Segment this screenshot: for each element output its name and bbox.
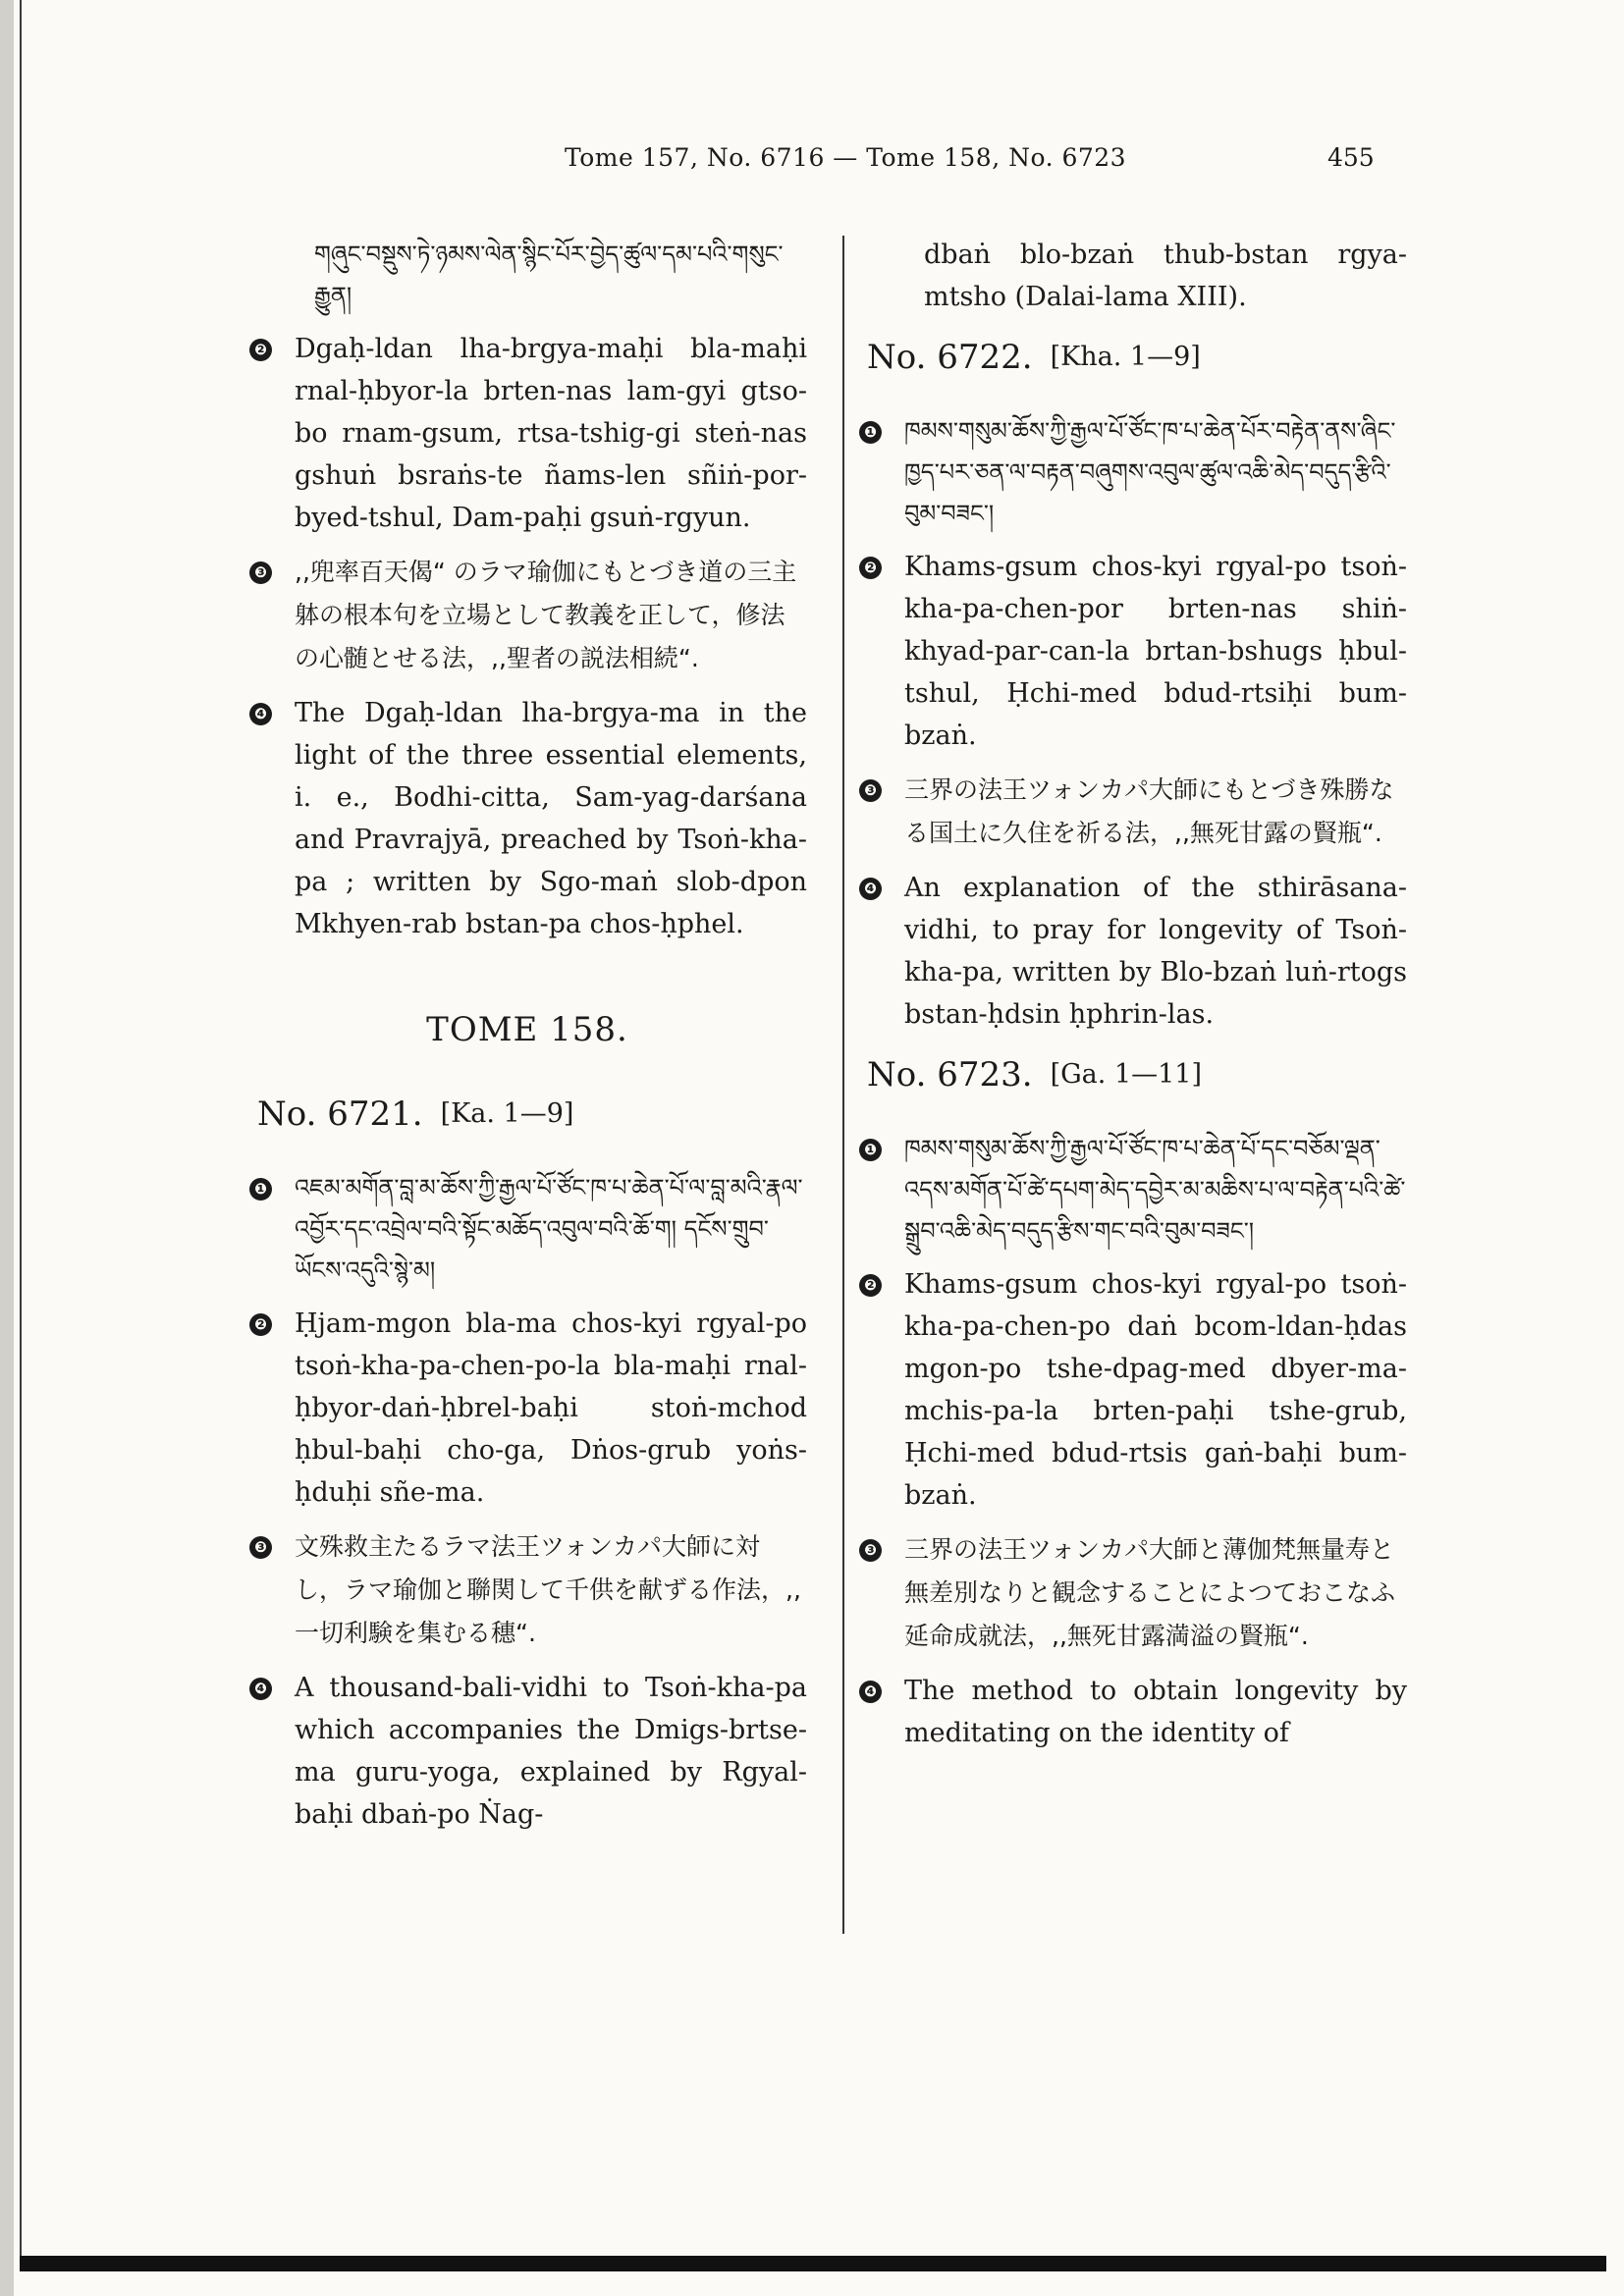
entry-range: [Ka. 1—9] [440,1098,574,1129]
book-binding-shadow [0,0,14,2296]
entry-6722-tibetan: ❶ ཁམས་གསུམ་ཆོས་ཀྱི་རྒྱལ་པོ་ཙོང་ཁ་པ་ཆེན་པོར་བརྟེན་ནས་ཞིང་ཁྱད་པར་ཅན་ལ་བརྟན་བཞུགས་འབུལ་ཚུལ་འཆི་མེད་བདུད་རྩིའི་བུམ་བཟང་། [857,410,1407,534]
continued-english-text: dbaṅ blo-bzaṅ thub-bstan rgya-mtsho (Dalai-lama XIII). [924,240,1407,312]
marker-1-icon: ❶ [859,421,882,444]
marker-2-icon: ❷ [249,339,272,361]
entry-6723-heading [867,1055,1407,1095]
continued-romanized-title: ❷ Dgaḥ-ldan lha-brgya-maḥi bla-maḥi rnal-ḥbyor-la brten-nas lam-gyi gtso-bo rnam-gsum, rtsa-tshig-gi steṅ-nas gshuṅ bsraṅs-te ñams-len sñiṅ-por-byed-tshul, Dam-paḥi gsuṅ-rgyun. [247,328,807,539]
marker-1-icon: ❶ [249,1178,272,1201]
binding-edge-line [20,0,22,2258]
marker-3-icon: ❸ [249,1536,272,1559]
entry-6722-heading [867,338,1407,377]
entry-6723-english: ❹ The method to obtain longevity by meditating on the identity of [857,1670,1407,1754]
column-divider [842,236,844,1934]
continued-japanese-title: ❸ ,,兜率百天偈“ のラマ瑜伽にもとづき道の三主躰の根本句を立場として教義を正して，修法の心髄とせる法，,,聖者の説法相続“. [247,551,807,680]
continued-tibetan-title: གཞུང་བསྡུས་ཏེ་ཉམས་ལེན་སྙིང་པོར་བྱེད་ཚུལ་དམ་པའི་གསུང་རྒྱུན། [314,240,784,309]
entry-6723-romanized: ❷ Khams-gsum chos-kyi rgyal-po tsoṅ-kha-pa-chen-po daṅ bcom-ldan-ḥdas mgon-po tshe-dpag-med dbyer-ma-mchis-pa-la brten-paḥi tshe-grub, Ḥchi-med bdud-rtsis gaṅ-baḥi bum-bzaṅ. [857,1263,1407,1517]
marker-1-icon: ❶ [859,1139,882,1161]
marker-3-icon: ❸ [859,779,882,802]
page-number: 455 [1327,143,1375,172]
tome-heading: TOME 158. [426,1010,628,1049]
marker-4-icon: ❹ [859,878,882,900]
marker-4-icon: ❹ [859,1681,882,1703]
entry-6722-romanized: ❷ Khams-gsum chos-kyi rgyal-po tsoṅ-kha-pa-chen-por brten-nas shiṅ-khyad-par-can-la brtan-bshugs ḥbul-tshul, Ḥchi-med bdud-rtsiḥi bum-bzaṅ. [857,546,1407,757]
entry-6721-japanese: ❸ 文殊救主たるラマ法王ツォンカパ大師に対し，ラマ瑜伽と聯関して千供を献ずる作法，,,一切利験を集むる穗“. [247,1525,807,1655]
continued-english-description: ❹ The Dgaḥ-ldan lha-brgya-ma in the light of the three essential elements, i. e., Bodhi-citta, Sam-yag-darśana and Pravrajyā, preached by Tsoṅ-kha-pa ; written by Sgo-maṅ slob-dpon Mkhyen-rab bstan-pa chos-ḥphel. [247,692,807,945]
marker-2-icon: ❷ [249,1313,272,1336]
entry-6721-english: ❹ A thousand-bali-vidhi to Tsoṅ-kha-pa which accompanies the Dmigs-brtse-ma guru-yoga, explained by Rgyal-baḥi dbaṅ-po Ṅag- [247,1667,807,1836]
entry-6721-heading [257,1095,807,1134]
entry-number: No. 6723. [867,1055,1033,1095]
marker-3-icon: ❸ [859,1539,882,1562]
entry-number: No. 6722. [867,338,1033,377]
entry-6722-japanese: ❸ 三界の法王ツォンカパ大師にもとづき殊勝なる国土に久住を祈る法，,,無死甘露の賢瓶“. [857,769,1407,855]
marker-4-icon: ❹ [249,1678,272,1700]
entry-6723-japanese: ❸ 三界の法王ツォンカパ大師と薄伽梵無量寿と無差別なりと観念することによつておこなふ延命成就法，,,無死甘露満溢の賢瓶“. [857,1528,1407,1658]
marker-2-icon: ❷ [859,557,882,579]
entry-6723-tibetan: ❶ ཁམས་གསུམ་ཆོས་ཀྱི་རྒྱལ་པོ་ཙོང་ཁ་པ་ཆེན་པོ་དང་བཅོམ་ལྡན་འདས་མགོན་པོ་ཚེ་དཔག་མེད་དབྱེར་མ་མཆིས་པ་ལ་བརྟེན་པའི་ཚེ་སྒྲུབ་འཆི་མེད་བདུད་རྩིས་གང་བའི་བུམ་བཟང་། [857,1128,1407,1252]
entry-6721-tibetan: ❶ འཇམ་མགོན་བླ་མ་ཆོས་ཀྱི་རྒྱལ་པོ་ཙོང་ཁ་པ་ཆེན་པོ་ལ་བླ་མའི་རྣལ་འབྱོར་དང་འབྲེལ་བའི་སྟོང་མཆོད་འབུལ་བའི་ཆོ་ག། དངོས་གྲུབ་ཡོངས་འདུའི་སྙེ་མ། [247,1167,807,1291]
running-header: Tome 157, No. 6716 — Tome 158, No. 6723 [565,143,1127,172]
right-column [857,234,1407,1766]
marker-4-icon: ❹ [249,703,272,725]
entry-range: [Ga. 1—11] [1050,1059,1203,1090]
marker-3-icon: ❸ [249,561,272,584]
entry-6721-romanized: ❷ Ḥjam-mgon bla-ma chos-kyi rgyal-po tsoṅ-kha-pa-chen-po-la bla-maḥi rnal-ḥbyor-daṅ-ḥbrel-baḥi stoṅ-mchod ḥbul-baḥi cho-ga, Dṅos-grub yoṅs-ḥduḥi sñe-ma. [247,1303,807,1514]
entry-6722-english: ❹ An explanation of the sthirāsana-vidhi, to pray for longevity of Tsoṅ-kha-pa, written by Blo-bzaṅ luṅ-rtogs bstan-ḥdsin ḥphrin-las. [857,867,1407,1036]
entry-number: No. 6721. [257,1095,423,1134]
bottom-edge-rule [20,2256,1606,2271]
marker-2-icon: ❷ [859,1274,882,1297]
left-column [247,234,807,1847]
entry-range: [Kha. 1—9] [1050,342,1201,372]
